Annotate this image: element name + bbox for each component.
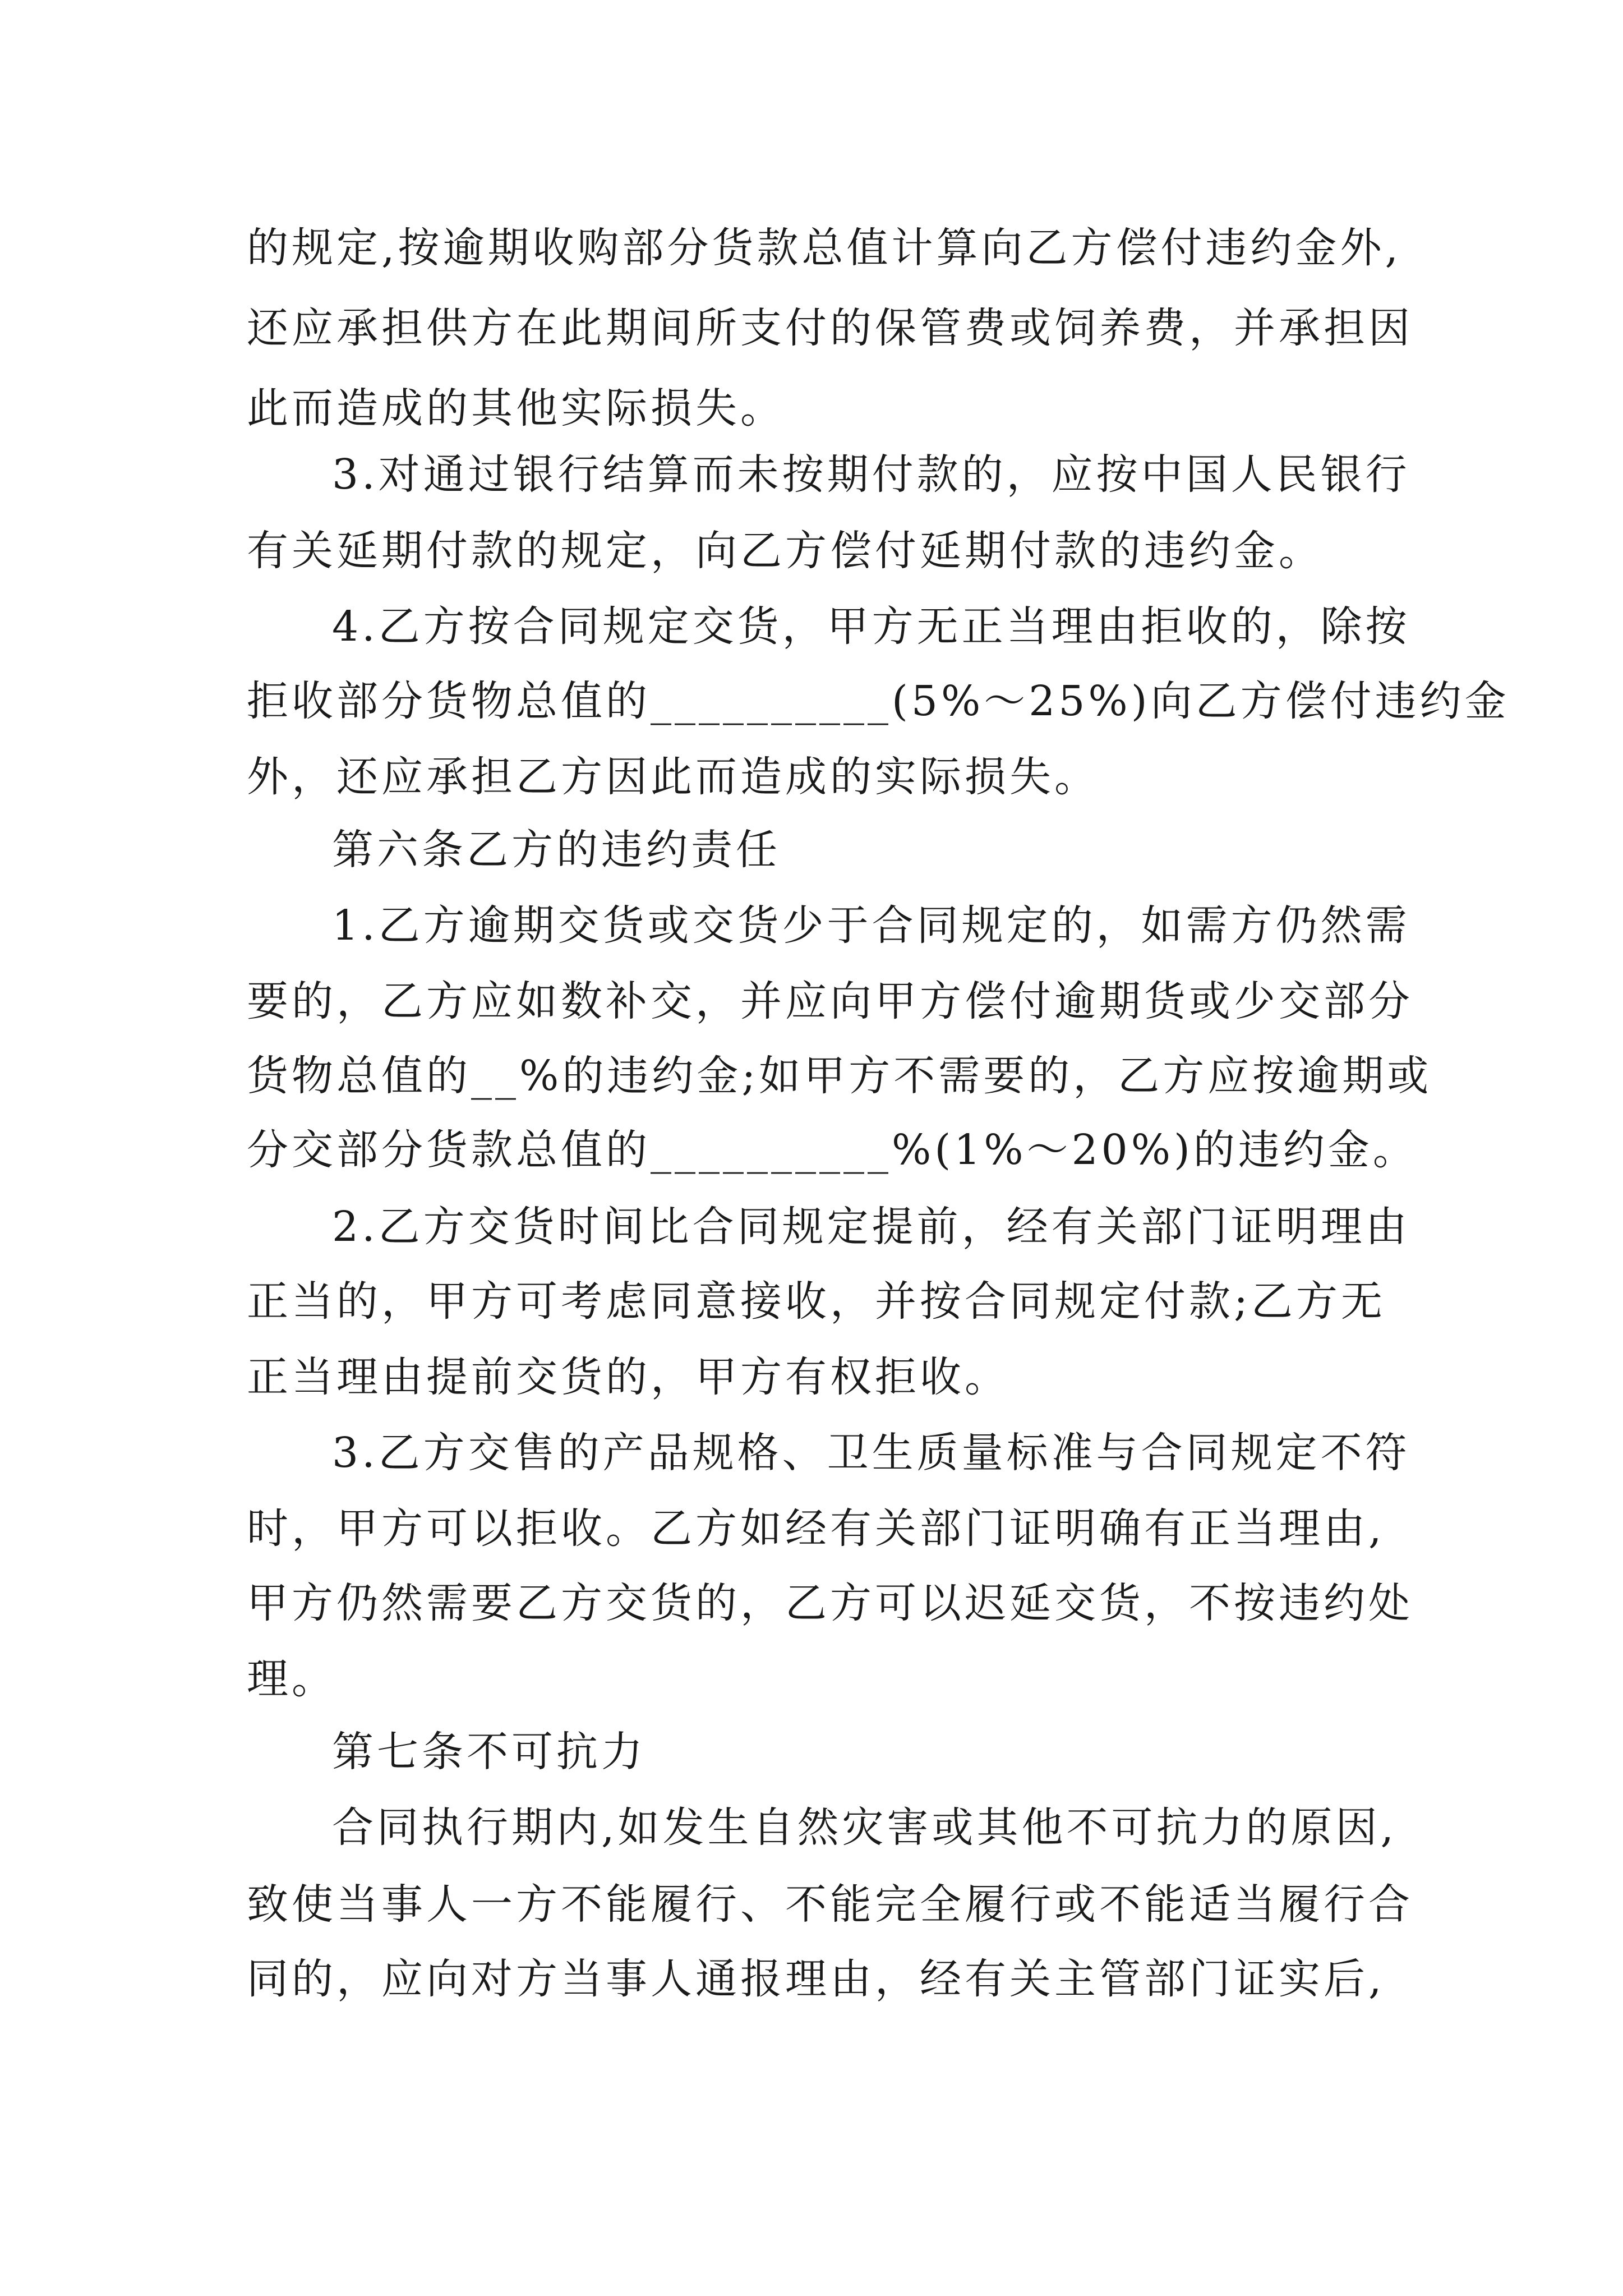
text-line: 拒收部分货物总值的__________(5%～25%)向乙方偿付违约金: [247, 677, 1510, 725]
text-line: 3.对通过银行结算而未按期付款的，应按中国人民银行: [332, 450, 1410, 499]
text-line: 外，还应承担乙方因此而造成的实际损失。: [247, 753, 1099, 801]
text-line: 合同执行期内,如发生自然灾害或其他不可抗力的原因,: [332, 1803, 1398, 1852]
text-line: 3.乙方交售的产品规格、卫生质量标准与合同规定不符: [332, 1429, 1410, 1477]
text-line: 有关延期付款的规定，向乙方偿付延期付款的违约金。: [247, 527, 1324, 575]
text-line: 4.乙方按合同规定交货，甲方无正当理由拒收的，除按: [332, 602, 1410, 651]
text-line: 致使当事人一方不能履行、不能完全履行或不能适当履行合: [247, 1880, 1413, 1929]
section-heading: 第六条乙方的违约责任: [332, 826, 781, 874]
text-line: 2.乙方交货时间比合同规定提前，经有关部门证明理由: [332, 1203, 1410, 1251]
text-line: 1.乙方逾期交货或交货少于合同规定的，如需方仍然需: [332, 901, 1410, 950]
text-line: 货物总值的__%的违约金;如甲方不需要的，乙方应按逾期或: [247, 1052, 1432, 1100]
text-line: 甲方仍然需要乙方交货的，乙方可以迟延交货，不按违约处: [247, 1579, 1413, 1627]
text-line: 的规定,按逾期收购部分货款总值计算向乙方偿付违约金外,: [247, 224, 1402, 272]
text-line: 要的，乙方应如数补交，并应向甲方偿付逾期货或少交部分: [247, 977, 1413, 1025]
text-line: 此而造成的其他实际损失。: [247, 384, 785, 432]
text-line: 正当理由提前交货的，甲方有权拒收。: [247, 1353, 1009, 1401]
text-line: 同的，应向对方当事人通报理由，经有关主管部门证实后,: [247, 1955, 1385, 2003]
text-line: 理。: [247, 1655, 336, 1703]
text-line: 正当的，甲方可考虑同意接收，并按合同规定付款;乙方无: [247, 1277, 1386, 1326]
section-heading: 第七条不可抗力: [332, 1728, 646, 1776]
text-line: 时，甲方可以拒收。乙方如经有关部门证明确有正当理由,: [247, 1504, 1385, 1553]
text-line: 还应承担供方在此期间所支付的保管费或饲养费，并承担因: [247, 304, 1413, 352]
text-line: 分交部分货款总值的__________%(1%～20%)的违约金。: [247, 1126, 1418, 1174]
